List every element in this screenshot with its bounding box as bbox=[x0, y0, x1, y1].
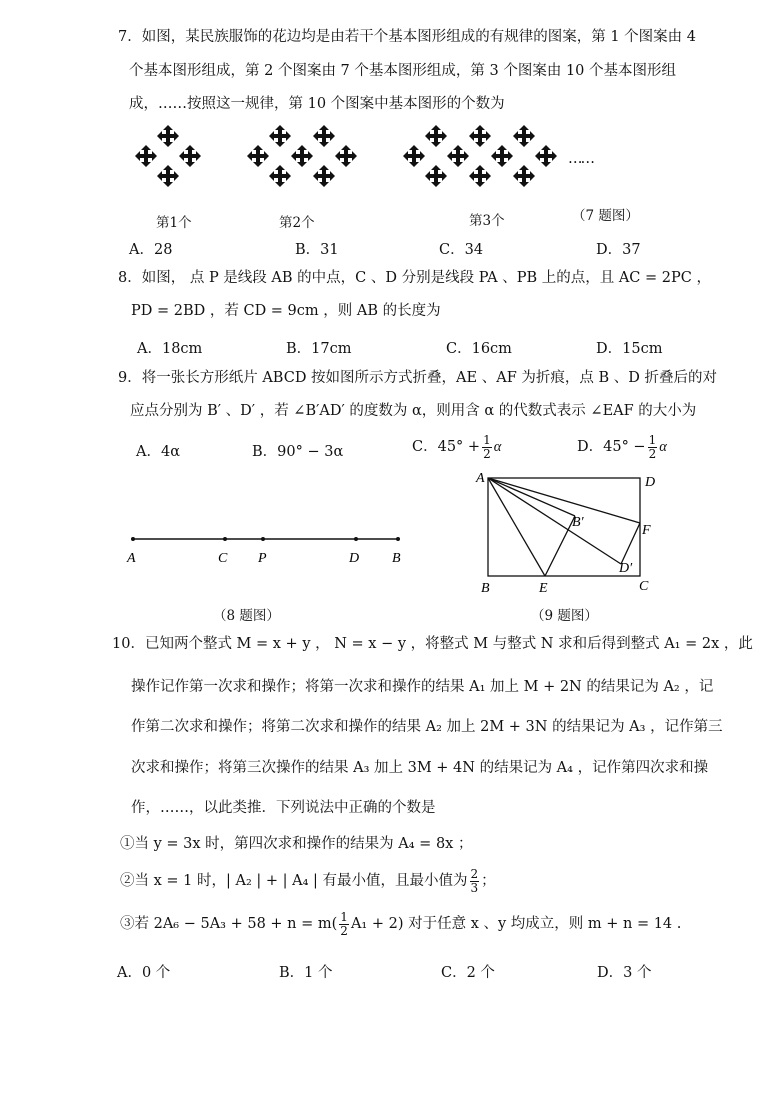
q8-option-b: B．17cm bbox=[286, 341, 352, 357]
label-b: B bbox=[392, 551, 401, 566]
q9-stem-line1: 9．将一张长方形纸片 ABCD 按如图所示方式折叠，AE 、AF 为折痕，点 B 、D 折叠后的对 bbox=[118, 370, 717, 386]
q7-option-d: D．37 bbox=[596, 242, 641, 258]
q7-stem-line2: 个基本图形组成，第 2 个图案由 7 个基本图形组成，第 3 个图案由 10 个基本图形组 bbox=[129, 63, 676, 79]
q10-statement-1: ①当 y = 3x 时，第四次求和操作的结果为 A₄ = 8x ； bbox=[120, 836, 473, 852]
q8-option-a: A．18cm bbox=[137, 341, 203, 357]
q10-stem-line1: 10．已知两个整式 M = x + y ， N = x − y ，将整式 M 与整式 N 求和后得到整式 A₁ = 2x ，此 bbox=[112, 636, 753, 652]
q9-fig-caption: （9 题图） bbox=[531, 608, 598, 624]
q10-stem-line5: 作，……，以此类推．下列说法中正确的个数是 bbox=[131, 800, 436, 816]
q10-stem-line4: 次求和操作；将第三次操作的结果 A₃ 加上 3M + 4N 的结果记为 A₄ ，记作第四次求和操 bbox=[131, 760, 709, 776]
q9-option-d-fraction: $\frac{1}{2}$ bbox=[648, 433, 657, 461]
pattern-3 bbox=[403, 125, 557, 187]
q8-option-d: D．15cm bbox=[596, 341, 663, 357]
q7-option-a: A．28 bbox=[129, 242, 173, 258]
q10-stem-line3: 作第二次求和操作；将第二次求和操作的结果 A₂ 加上 2M + 3N 的结果记为 A₃ ，记作第三 bbox=[131, 719, 723, 735]
q7-fig-label-1: 第1个 bbox=[156, 215, 192, 231]
label-b: B bbox=[481, 581, 490, 596]
q8-segment-figure bbox=[126, 530, 406, 570]
q7-fig-label-2: 第2个 bbox=[279, 215, 315, 231]
point-b bbox=[396, 537, 400, 541]
q8-stem-line1: 8．如图， 点 P 是线段 AB 的中点，C 、D 分别是线段 PA 、PB 上的点，且 AC = 2PC ， bbox=[118, 270, 711, 286]
q10-statement-2: ②当 x = 1 时，| A₂ | + | A₄ | 有最小值，且最小值为 $\frac{2}{3}$ ； bbox=[120, 867, 496, 895]
point-d bbox=[354, 537, 358, 541]
label-d: D bbox=[645, 475, 656, 490]
q10-option-c: C．2 个 bbox=[441, 965, 495, 981]
q9-option-a: A．4α bbox=[136, 444, 180, 460]
pattern-1 bbox=[135, 125, 201, 187]
label-a: A bbox=[127, 551, 136, 566]
pattern-2 bbox=[247, 125, 357, 187]
q9-option-d: D．45° − $\frac{1}{2}$ α bbox=[577, 433, 667, 461]
q8-option-c: C．16cm bbox=[446, 341, 512, 357]
q9-option-c-fraction: $\frac{1}{2}$ bbox=[483, 433, 491, 461]
q7-stem-line1: 7．如图，某民族服饰的花边均是由若干个基本图形组成的有规律的图案，第 1 个图案由 4 bbox=[118, 29, 696, 45]
label-p: P bbox=[258, 551, 267, 566]
q10-option-d: D．3 个 bbox=[597, 965, 652, 981]
fold-d-prime-f bbox=[621, 523, 640, 564]
q10-option-a: A．0 个 bbox=[117, 965, 171, 981]
q7-fig-label-3: 第3个 bbox=[469, 213, 505, 229]
q7-stem-line3: 成，……按照这一规律，第 10 个图案中基本图形的个数为 bbox=[129, 96, 505, 112]
q7-ellipsis: …… bbox=[568, 151, 593, 167]
q9-option-b: B．90° − 3α bbox=[252, 444, 344, 460]
q7-fig-caption: （7 题图） bbox=[572, 208, 639, 224]
label-c: C bbox=[218, 551, 228, 566]
fold-ab-prime bbox=[488, 478, 575, 516]
q9-rectangle-figure bbox=[468, 466, 668, 598]
fold-ad-prime bbox=[488, 478, 621, 564]
point-p bbox=[261, 537, 265, 541]
label-a: A bbox=[476, 471, 485, 486]
q10-option-b: B．1 个 bbox=[279, 965, 333, 981]
q9-stem-line2: 应点分别为 B′ 、D′ ，若 ∠B′AD′ 的度数为 α，则用含 α 的代数式表示 ∠EAF 的大小为 bbox=[130, 403, 697, 419]
label-d: D bbox=[349, 551, 360, 566]
point-c bbox=[223, 537, 227, 541]
label-f: F bbox=[642, 523, 651, 538]
q7-option-b: B．31 bbox=[295, 242, 339, 258]
q10-s2-fraction: $\frac{2}{3}$ bbox=[470, 867, 479, 895]
label-b-prime: B′ bbox=[572, 515, 584, 530]
label-d-prime: D′ bbox=[619, 561, 633, 576]
label-e: E bbox=[539, 581, 548, 596]
q10-stem-line2: 操作记作第一次求和操作；将第一次求和操作的结果 A₁ 加上 M + 2N 的结果记为 A₂ ，记 bbox=[131, 679, 714, 695]
label-c: C bbox=[639, 579, 649, 594]
q7-pattern-figure bbox=[120, 118, 590, 200]
q10-s3-fraction: $\frac{1}{2}$ bbox=[340, 910, 348, 938]
q9-option-c: C．45° + $\frac{1}{2}$ α bbox=[412, 433, 502, 461]
q8-fig-caption: （8 题图） bbox=[213, 608, 280, 624]
point-a bbox=[131, 537, 135, 541]
q8-stem-line2: PD = 2BD ，若 CD = 9cm ，则 AB 的长度为 bbox=[131, 303, 441, 319]
q10-statement-3: ③若 2A₆ − 5A₃ + 58 + n = m( $\frac{1}{2}$ A₁ + 2) 对于任意 x 、y 均成立，则 m + n = 14 . bbox=[120, 910, 682, 938]
q7-option-c: C．34 bbox=[439, 242, 484, 258]
